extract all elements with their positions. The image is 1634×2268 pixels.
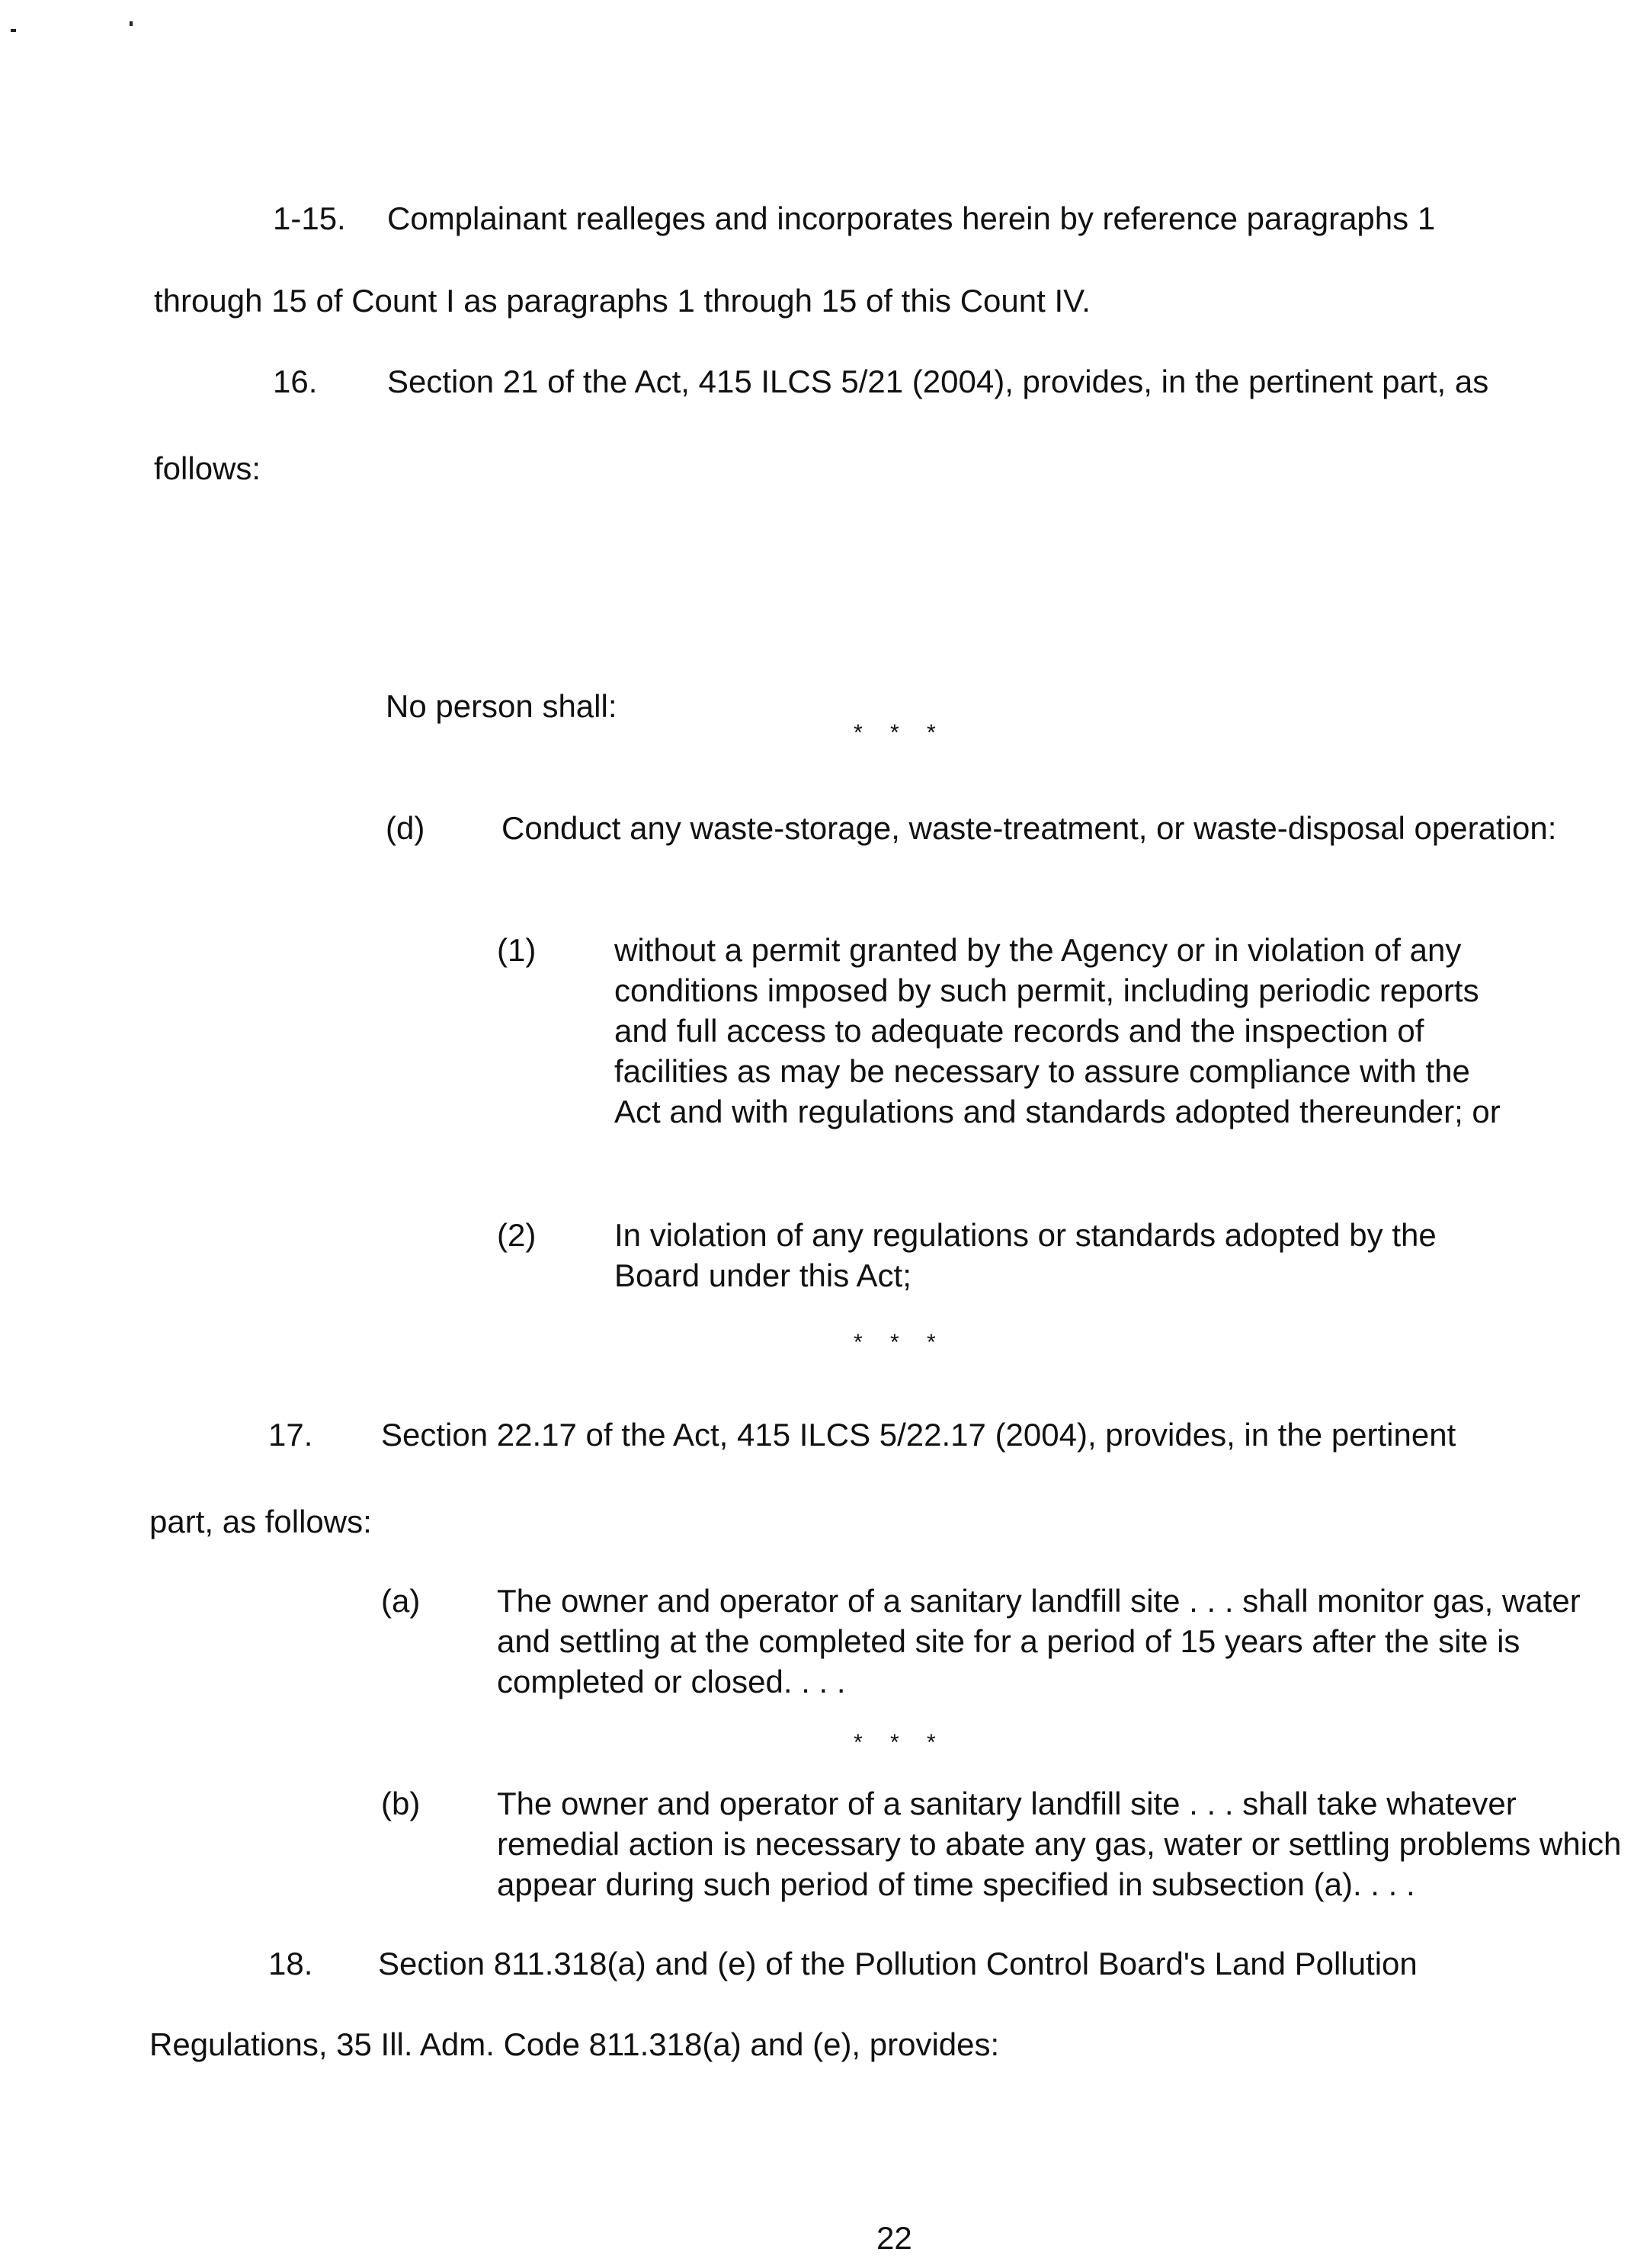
subclause-text: without a permit granted by the Agency or in violation of any conditions imposed by such permit, including periodic reports and full access to adequate records and the inspection of facilities as may be necessary to assure compliance with the Act and with regulations and standards adopted thereunder; or <box>614 932 1501 1129</box>
quote-intro: No person shall: <box>386 688 617 724</box>
paragraph-text: Section 21 of the Act, 415 ILCS 5/21 (2004), provides, in the pertinent part, as <box>387 364 1489 399</box>
paragraph-text: Section 811.318(a) and (e) of the Pollution Control Board's Land Pollution <box>378 1946 1418 1981</box>
paragraph-number: 17. <box>268 1417 313 1453</box>
ellipsis-stars: * * * <box>854 720 947 745</box>
paragraph-text: Complainant realleges and incorporates herein by reference paragraphs 1 <box>387 200 1436 236</box>
paragraph-number: 1-15. <box>273 200 346 236</box>
clause-text: The owner and operator of a sanitary landfill site . . . shall take whatever remedial action is necessary to abate any gas, water or settling problems which appear during such period of time specified in subsection (a). . . . <box>497 1786 1622 1902</box>
ellipsis-stars: * * * <box>854 1730 947 1755</box>
paragraph-text: follows: <box>154 450 261 486</box>
page-number: 22 <box>876 2220 912 2256</box>
scan-speck <box>130 21 133 26</box>
paragraph-text: part, as follows: <box>149 1504 372 1539</box>
paragraph-number: 16. <box>273 364 318 399</box>
ellipsis-stars: * * * <box>854 1330 947 1355</box>
clause-text: Conduct any waste-storage, waste-treatment, or waste-disposal operation: <box>501 810 1557 846</box>
paragraph-text: Regulations, 35 Ill. Adm. Code 811.318(a) and (e), provides: <box>149 2026 1000 2062</box>
subclause-label: (2) <box>497 1217 537 1253</box>
clause-label: (b) <box>381 1786 421 1821</box>
paragraph-number: 18. <box>268 1946 313 1981</box>
subclause-text: In violation of any regulations or standards adopted by the Board under this Act; <box>614 1217 1437 1293</box>
scan-speck <box>11 29 16 32</box>
clause-text: The owner and operator of a sanitary landfill site . . . shall monitor gas, water and settling at the completed site for a period of 15 years after the site is completed or closed. . . . <box>497 1583 1581 1699</box>
paragraph-text: through 15 of Count I as paragraphs 1 through 15 of this Count IV. <box>154 283 1091 319</box>
clause-label: (a) <box>381 1583 421 1619</box>
paragraph-text: Section 22.17 of the Act, 415 ILCS 5/22.17 (2004), provides, in the pertinent <box>381 1417 1456 1453</box>
clause-label: (d) <box>386 810 425 846</box>
subclause-label: (1) <box>497 932 537 968</box>
